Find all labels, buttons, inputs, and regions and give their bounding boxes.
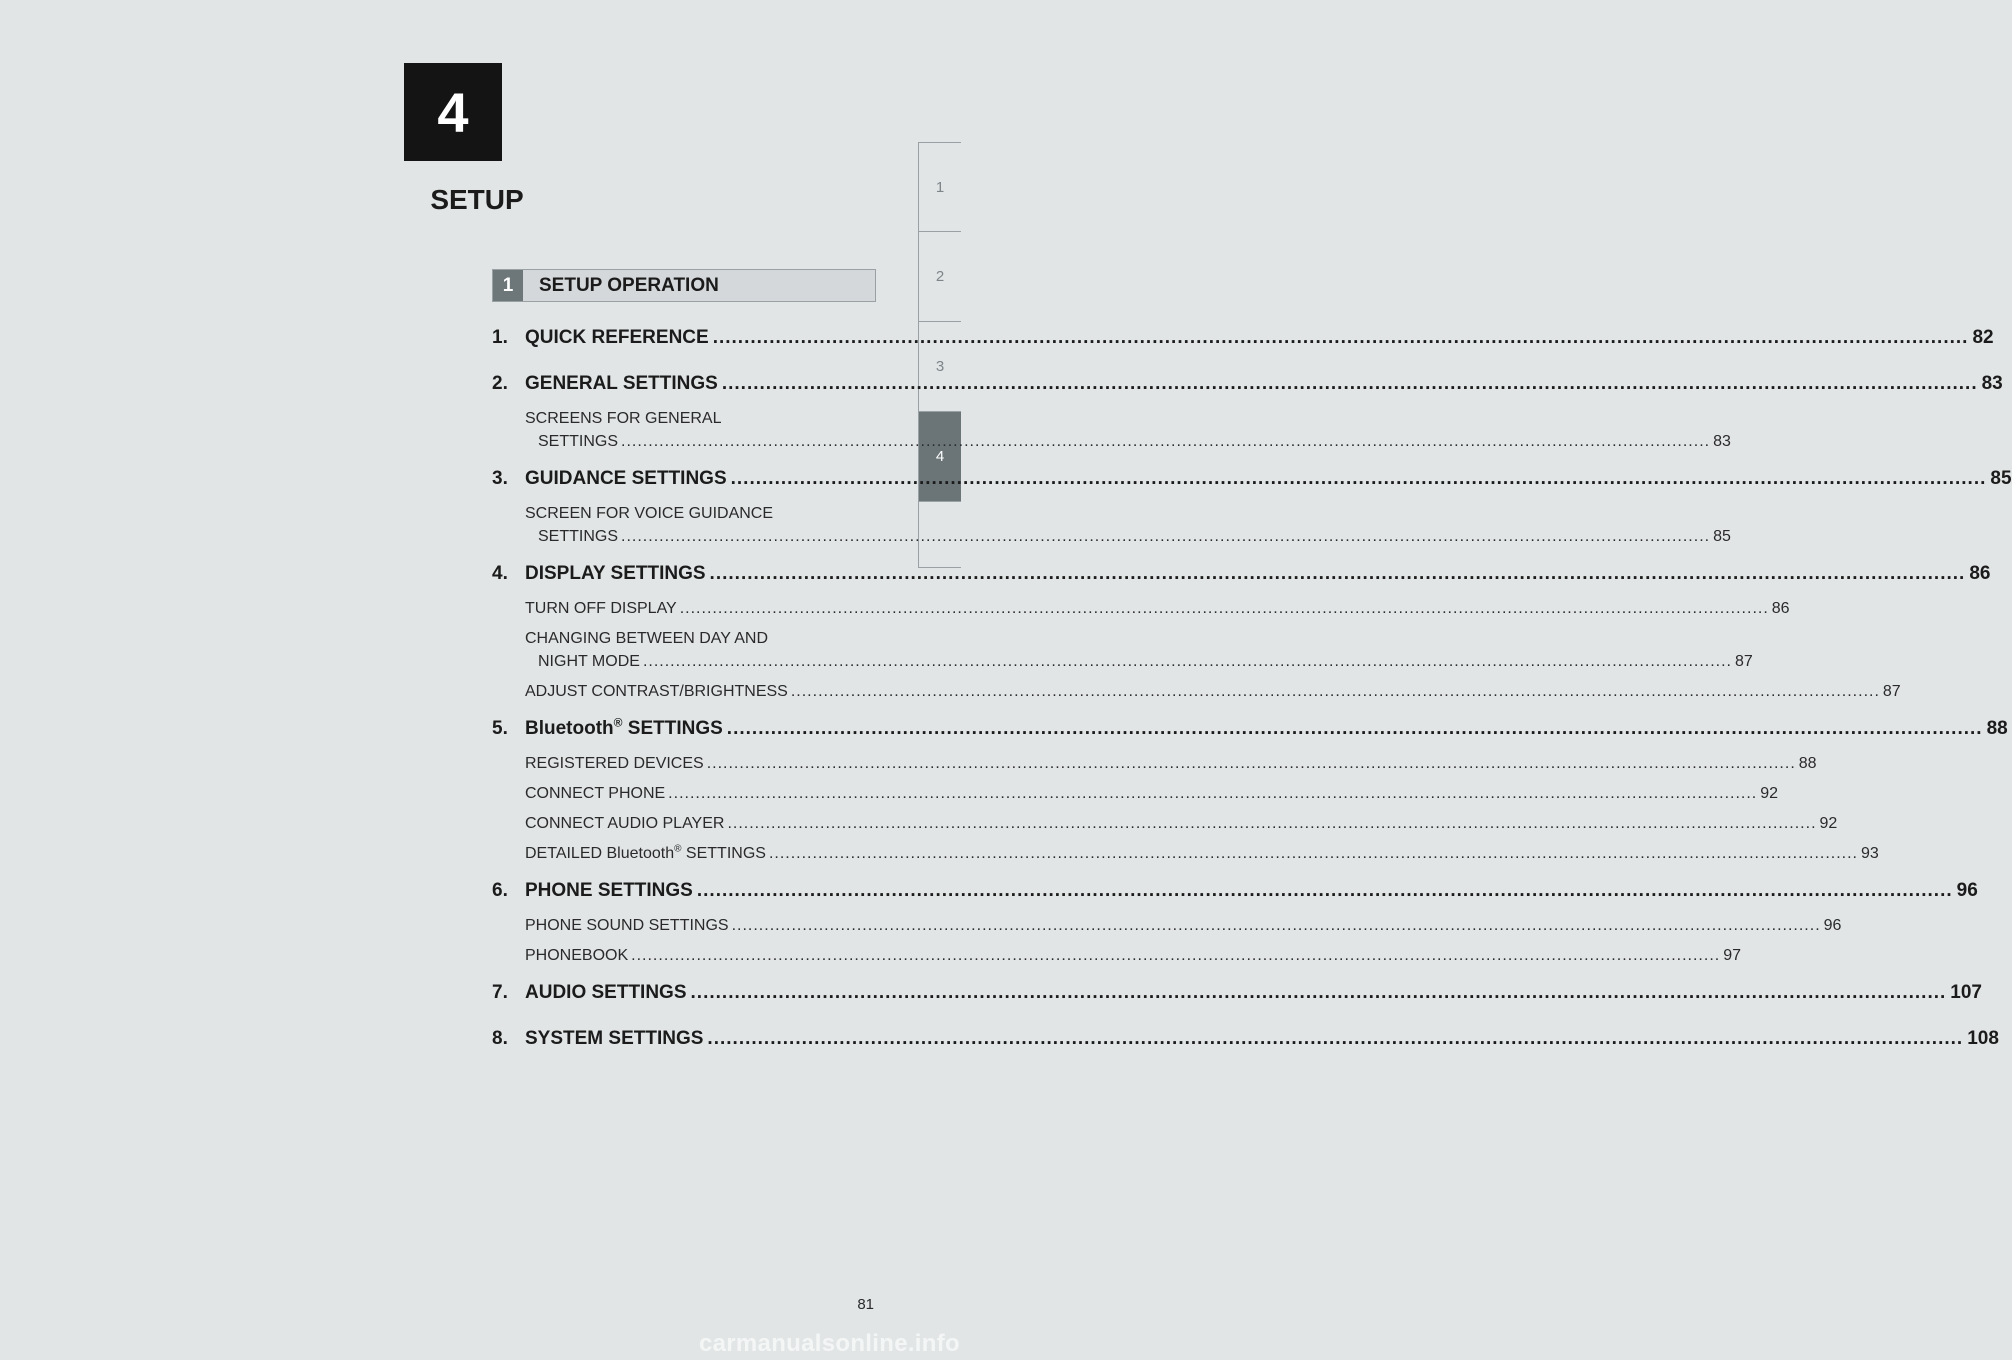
toc-subentry[interactable]: [525, 812, 1838, 835]
toc-subentry[interactable]: [525, 782, 1779, 805]
dot-leader: ........................................................................................................................................................................................................: [690, 982, 1947, 1003]
toc-entry-page: 86: [1969, 563, 1991, 584]
toc-subentry-page: 92: [1760, 785, 1779, 802]
toc-subentry-page: 87: [1735, 653, 1753, 670]
toc-subentry[interactable]: [525, 944, 1741, 967]
toc-subentry[interactable]: [525, 752, 1817, 775]
dot-leader: ........................................................................................................................................................................................................: [631, 947, 1721, 964]
toc-entry-number: 1.: [492, 327, 508, 348]
toc-subentry[interactable]: [525, 502, 1731, 548]
toc-entry: [492, 467, 2012, 548]
toc-subentry-label: CHANGING BETWEEN DAY AND: [525, 630, 768, 647]
toc-subentry[interactable]: [525, 597, 1790, 620]
toc-entry-number: 4.: [492, 563, 508, 584]
table-of-contents: [492, 326, 2012, 1051]
toc-subentry-label: CONNECT PHONE: [525, 785, 666, 802]
toc-entry-number: 5.: [492, 718, 508, 739]
toc-subentries: [492, 407, 1731, 453]
toc-subentry-label: TURN OFF DISPLAY: [525, 600, 677, 617]
toc-entry-row[interactable]: [492, 1027, 1999, 1051]
toc-subentry-page: 83: [1713, 433, 1731, 450]
toc-entry-label: PHONE SETTINGS: [525, 880, 693, 901]
toc-entry-label: Bluetooth® SETTINGS: [525, 715, 723, 739]
toc-subentry-label: SCREENS FOR GENERAL: [525, 410, 722, 427]
dot-leader: ........................................................................................................................................................................................................: [768, 845, 1858, 862]
toc-entry-page: 83: [1981, 373, 2003, 394]
toc-subentries: [492, 914, 1842, 967]
toc-subentry-label: PHONEBOOK: [525, 947, 629, 964]
toc-entry-row[interactable]: [492, 562, 1991, 586]
toc-entry: [492, 562, 1991, 703]
toc-entry-label: SYSTEM SETTINGS: [525, 1028, 704, 1049]
toc-entry-number: 2.: [492, 373, 508, 394]
toc-subentry-page: 97: [1723, 947, 1741, 964]
chapter-tab-2[interactable]: 2: [919, 232, 961, 322]
toc-subentries: [492, 502, 1731, 548]
dot-leader: ........................................................................................................................................................................................................: [621, 528, 1711, 545]
toc-subentry[interactable]: [525, 627, 1753, 673]
dot-leader: ........................................................................................................................................................................................................: [726, 718, 1983, 739]
toc-subentry-label: SCREEN FOR VOICE GUIDANCE: [525, 505, 774, 522]
toc-subentry-label: SETTINGS: [538, 433, 619, 450]
dot-leader: ........................................................................................................................................................................................................: [727, 815, 1817, 832]
toc-subentry-line: [525, 782, 1779, 805]
toc-subentry-line: [525, 627, 875, 650]
toc-entry-row[interactable]: [492, 467, 2012, 491]
toc-subentry-label: ADJUST CONTRAST/BRIGHTNESS: [525, 683, 788, 700]
watermark: carmanualsonline.info: [698, 1330, 960, 1357]
page-number: 81: [857, 1296, 874, 1313]
chapter-number: 4: [437, 80, 469, 144]
toc-subentry-line: [525, 430, 1731, 453]
toc-entry: [492, 715, 2008, 865]
section-number: 1: [493, 270, 523, 301]
chapter-tab-4[interactable]: 4: [919, 412, 961, 502]
toc-subentry-page: 85: [1713, 528, 1731, 545]
toc-subentries: [492, 752, 1879, 865]
dot-leader: ........................................................................................................................................................................................................: [707, 1028, 1964, 1049]
toc-subentry-line: [525, 842, 1879, 865]
toc-subentry-label: DETAILED Bluetooth® SETTINGS: [525, 843, 766, 862]
toc-entry-row[interactable]: [492, 715, 2008, 741]
toc-subentry-page: 92: [1819, 815, 1838, 832]
dot-leader: ........................................................................................................................................................................................................: [706, 755, 1796, 772]
toc-entry-page: 85: [1990, 468, 2012, 489]
toc-subentry-line: [525, 680, 1901, 703]
toc-entry-row[interactable]: [492, 326, 1994, 350]
dot-leader: ........................................................................................................................................................................................................: [731, 917, 1821, 934]
toc-entry-page: 88: [1986, 718, 2008, 739]
dot-leader: ........................................................................................................................................................................................................: [642, 653, 1732, 670]
dot-leader: ........................................................................................................................................................................................................: [668, 785, 1758, 802]
toc-entry: [492, 1027, 1999, 1051]
toc-subentry[interactable]: [525, 842, 1879, 865]
toc-entry-row[interactable]: [492, 879, 1978, 903]
toc-subentry-page: 93: [1861, 845, 1879, 862]
toc-entry: [492, 879, 1978, 967]
toc-subentry-line: [525, 752, 1817, 775]
toc-subentry-label: NIGHT MODE: [538, 653, 640, 670]
chapter-tab-1[interactable]: 1: [919, 142, 961, 232]
toc-subentry-line: [525, 597, 1790, 620]
toc-subentry-label: CONNECT AUDIO PLAYER: [525, 815, 725, 832]
toc-entry-page: 96: [1956, 880, 1978, 901]
toc-entry-page: 108: [1967, 1028, 1999, 1049]
toc-entry-label: DISPLAY SETTINGS: [525, 563, 706, 584]
toc-entry-number: 7.: [492, 982, 508, 1003]
toc-subentry-line: [525, 812, 1838, 835]
toc-subentry-label: REGISTERED DEVICES: [525, 755, 704, 772]
toc-subentry[interactable]: [525, 680, 1901, 703]
section-header: [492, 269, 876, 302]
chapter-tabs: [918, 142, 961, 568]
toc-entry-label: GUIDANCE SETTINGS: [525, 468, 727, 489]
chapter-number-box: [404, 63, 502, 161]
chapter-title: SETUP: [430, 184, 524, 215]
toc-subentry-line: [525, 502, 875, 525]
toc-entry-row[interactable]: [492, 372, 2003, 396]
toc-subentry[interactable]: [525, 407, 1731, 453]
toc-subentry-line: [525, 407, 875, 430]
dot-leader: ........................................................................................................................................................................................................: [730, 468, 1987, 489]
toc-subentry-page: 87: [1882, 683, 1901, 700]
toc-entry-page: 82: [1972, 327, 1994, 348]
toc-subentry-label: PHONE SOUND SETTINGS: [525, 917, 729, 934]
dot-leader: ........................................................................................................................................................................................................: [709, 563, 1966, 584]
toc-subentry-line: [525, 525, 1731, 548]
dot-leader: ........................................................................................................................................................................................................: [679, 600, 1769, 617]
toc-subentry[interactable]: [525, 914, 1842, 937]
toc-subentry-line: [525, 914, 1842, 937]
toc-subentry-page: 86: [1771, 600, 1790, 617]
dot-leader: ........................................................................................................................................................................................................: [621, 433, 1711, 450]
toc-subentry-page: 88: [1798, 755, 1817, 772]
toc-entry-label: QUICK REFERENCE: [525, 327, 709, 348]
toc-subentries: [492, 597, 1901, 703]
section-title: SETUP OPERATION: [539, 274, 719, 296]
chapter-tab-3[interactable]: 3: [919, 322, 961, 412]
toc-entry-number: 8.: [492, 1028, 508, 1049]
toc-entry-number: 3.: [492, 468, 508, 489]
toc-subentry-line: [525, 944, 1741, 967]
dot-leader: ........................................................................................................................................................................................................: [696, 880, 1953, 901]
dot-leader: ........................................................................................................................................................................................................: [712, 327, 1969, 348]
toc-entry-page: 107: [1950, 982, 1982, 1003]
toc-entry: [492, 326, 1994, 350]
toc-entry-number: 6.: [492, 880, 508, 901]
toc-entry: [492, 372, 2003, 453]
toc-entry-label: AUDIO SETTINGS: [525, 982, 687, 1003]
toc-entry-row[interactable]: [492, 981, 1982, 1005]
toc-entry: [492, 981, 1982, 1005]
dot-leader: ........................................................................................................................................................................................................: [721, 373, 1978, 394]
toc-subentry-label: SETTINGS: [538, 528, 619, 545]
toc-subentry-line: [525, 650, 1753, 673]
dot-leader: ........................................................................................................................................................................................................: [790, 683, 1880, 700]
toc-subentry-page: 96: [1823, 917, 1842, 934]
toc-entry-label: GENERAL SETTINGS: [525, 373, 718, 394]
